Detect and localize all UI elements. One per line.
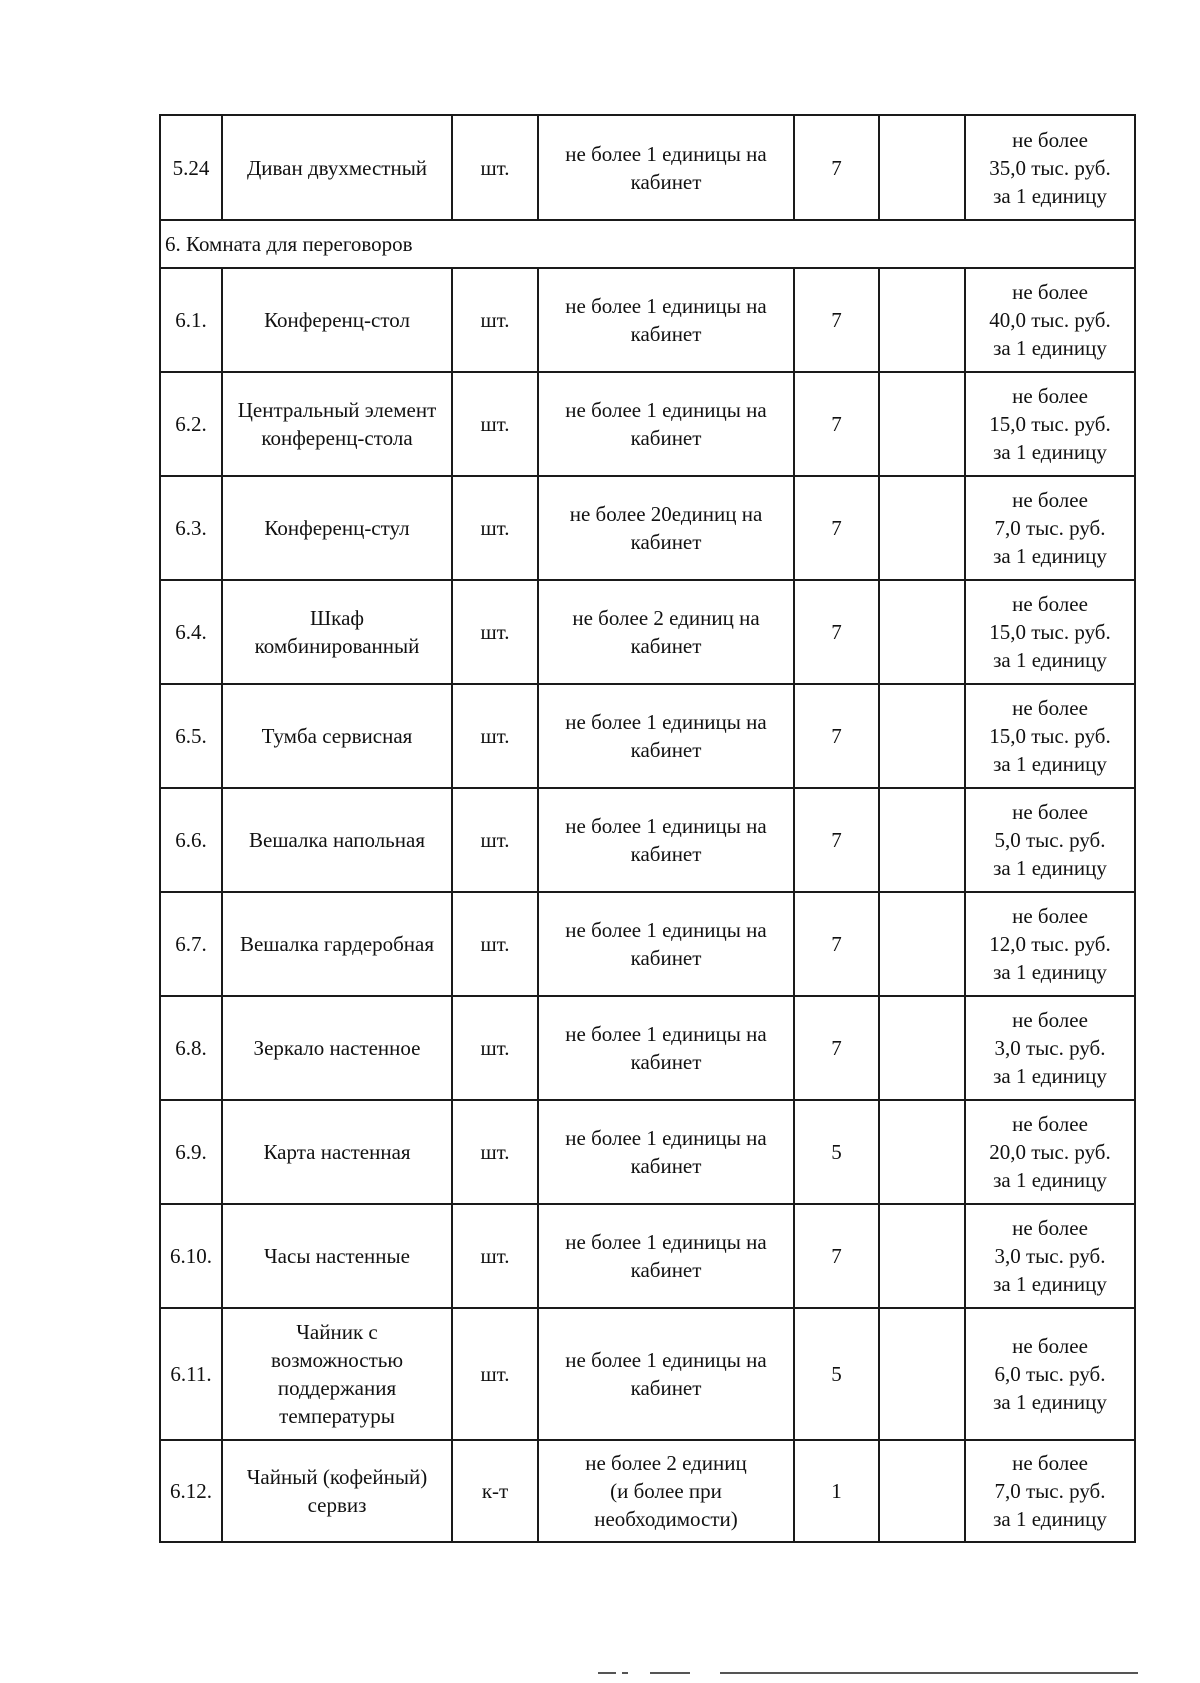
unit: к-т: [481, 1479, 509, 1503]
section-title: [160, 220, 1135, 268]
unit: шт.: [480, 1140, 510, 1164]
unit-cell: [452, 996, 538, 1100]
quantity-norm-cell: [538, 1204, 794, 1308]
item-name-cell: [222, 115, 452, 220]
service-life-cell: [794, 788, 879, 892]
service-life: 7: [831, 724, 842, 748]
price-limit-cell: [965, 1100, 1135, 1204]
quantity-norm-cell: [538, 372, 794, 476]
table-row: [160, 372, 1135, 476]
item-name: Часы настенные: [264, 1244, 410, 1268]
item-name: Вешалка напольная: [249, 828, 425, 852]
service-life: 5: [831, 1362, 842, 1386]
row-number: 6.7.: [175, 932, 207, 956]
unit: шт.: [480, 516, 510, 540]
price-limit: не более 3,0 тыс. руб. за 1 единицу: [993, 1008, 1107, 1088]
item-name: Тумба сервисная: [261, 724, 413, 748]
price-limit-cell: [965, 996, 1135, 1100]
quantity-norm-cell: [538, 996, 794, 1100]
row-number-cell: [160, 115, 222, 220]
unit: шт.: [480, 1244, 510, 1268]
row-number: 6.3.: [175, 516, 207, 540]
price-limit-cell: [965, 788, 1135, 892]
service-life-cell: [794, 115, 879, 220]
unit-cell: [452, 892, 538, 996]
unit-cell: [452, 684, 538, 788]
row-number-cell: [160, 892, 222, 996]
price-limit-cell: [965, 268, 1135, 372]
quantity-norm: не более 20единиц на кабинет: [569, 502, 763, 554]
empty-cell-cell: [879, 1204, 965, 1308]
item-name-cell: [222, 996, 452, 1100]
item-name-cell: [222, 372, 452, 476]
price-limit-cell: [965, 1440, 1135, 1542]
empty-cell-cell: [879, 115, 965, 220]
empty-cell-cell: [879, 372, 965, 476]
row-number-cell: [160, 580, 222, 684]
table-row: [160, 476, 1135, 580]
service-life: 7: [831, 155, 842, 180]
item-name: Центральный элемент конференц-стола: [237, 398, 437, 450]
service-life: 7: [831, 412, 842, 436]
price-limit-cell: [965, 1204, 1135, 1308]
row-number-cell: [160, 1308, 222, 1440]
section-title-text: 6. Комната для переговоров: [165, 232, 413, 256]
item-name: Конференц-стул: [264, 516, 410, 540]
table-row: [160, 1204, 1135, 1308]
quantity-norm: не более 1 единицы на кабинет: [565, 710, 767, 762]
item-name: Диван двухместный: [246, 155, 428, 180]
unit-cell: [452, 580, 538, 684]
empty-cell-cell: [879, 788, 965, 892]
table-row: [160, 1440, 1135, 1542]
quantity-norm: не более 1 единицы на кабинет: [565, 1230, 767, 1282]
service-life-cell: [794, 1100, 879, 1204]
service-life: 1: [831, 1479, 842, 1503]
table-row: [160, 268, 1135, 372]
price-limit: не более 15,0 тыс. руб. за 1 единицу: [989, 592, 1111, 672]
price-limit: не более 5,0 тыс. руб. за 1 единицу: [993, 800, 1107, 880]
unit: шт.: [480, 308, 510, 332]
row-number-cell: [160, 372, 222, 476]
item-name: Шкаф комбинированный: [254, 606, 420, 658]
item-name-cell: [222, 1100, 452, 1204]
price-limit: не более 15,0 тыс. руб. за 1 единицу: [989, 696, 1111, 776]
item-name-cell: [222, 1440, 452, 1542]
section-row: [160, 220, 1135, 268]
quantity-norm: не более 1 единицы на кабинет: [565, 814, 767, 866]
unit: шт.: [480, 828, 510, 852]
item-name-cell: [222, 684, 452, 788]
empty-cell-cell: [879, 1308, 965, 1440]
price-limit: не более 6,0 тыс. руб. за 1 единицу: [993, 1334, 1107, 1414]
unit-cell: [452, 1100, 538, 1204]
empty-cell-cell: [879, 1440, 965, 1542]
unit-cell: [452, 788, 538, 892]
price-limit-cell: [965, 580, 1135, 684]
table-row: [160, 684, 1135, 788]
unit: шт.: [480, 1036, 510, 1060]
table-row: [160, 892, 1135, 996]
quantity-norm-cell: [538, 1440, 794, 1542]
quantity-norm-cell: [538, 788, 794, 892]
item-name: Зеркало настенное: [253, 1036, 421, 1060]
quantity-norm-cell: [538, 268, 794, 372]
service-life-cell: [794, 684, 879, 788]
quantity-norm: не более 2 единиц на кабинет: [572, 606, 760, 658]
unit: шт.: [480, 724, 510, 748]
page-bottom-marks: [598, 1672, 1138, 1674]
table-row: [160, 1100, 1135, 1204]
quantity-norm: не более 1 единицы на кабинет: [565, 1022, 767, 1074]
item-name-cell: [222, 892, 452, 996]
unit-cell: [452, 1204, 538, 1308]
price-limit: не более 3,0 тыс. руб. за 1 единицу: [993, 1216, 1107, 1296]
row-number: 6.4.: [175, 620, 207, 644]
unit-cell: [452, 476, 538, 580]
service-life: 7: [831, 932, 842, 956]
row-number-cell: [160, 476, 222, 580]
row-number: 6.5.: [175, 724, 207, 748]
item-name-cell: [222, 268, 452, 372]
item-name-cell: [222, 580, 452, 684]
unit: шт.: [480, 620, 510, 644]
quantity-norm: не более 1 единицы на кабинет: [565, 1126, 767, 1178]
quantity-norm-cell: [538, 115, 794, 220]
row-number: 6.6.: [175, 828, 207, 852]
row-number: 6.12.: [170, 1479, 212, 1503]
row-number-cell: [160, 1440, 222, 1542]
service-life: 7: [831, 308, 842, 332]
service-life-cell: [794, 1204, 879, 1308]
quantity-norm: не более 1 единицы на кабинет: [565, 1348, 767, 1400]
unit: шт.: [480, 1362, 510, 1386]
row-number-cell: [160, 268, 222, 372]
empty-cell-cell: [879, 268, 965, 372]
item-name: Чайник с возможностью поддержания температуры: [270, 1320, 404, 1428]
price-limit-cell: [965, 684, 1135, 788]
unit-cell: [452, 1308, 538, 1440]
price-limit: не более 20,0 тыс. руб. за 1 единицу: [989, 1112, 1111, 1192]
service-life-cell: [794, 476, 879, 580]
service-life: 5: [831, 1140, 842, 1164]
row-number-cell: [160, 1100, 222, 1204]
table-row: [160, 115, 1135, 220]
row-number: 6.2.: [175, 412, 207, 436]
service-life: 7: [831, 620, 842, 644]
furniture-norms-table: [159, 114, 1136, 1543]
quantity-norm: не более 1 единицы на кабинет: [565, 398, 767, 450]
service-life-cell: [794, 996, 879, 1100]
price-limit: не более 12,0 тыс. руб. за 1 единицу: [989, 904, 1111, 984]
service-life: 7: [831, 516, 842, 540]
quantity-norm-cell: [538, 892, 794, 996]
unit: шт.: [480, 932, 510, 956]
row-number-cell: [160, 788, 222, 892]
table-row: [160, 788, 1135, 892]
service-life-cell: [794, 892, 879, 996]
unit-cell: [452, 1440, 538, 1542]
service-life-cell: [794, 268, 879, 372]
quantity-norm: не более 2 единиц (и более при необходимости): [585, 1451, 747, 1531]
empty-cell-cell: [879, 580, 965, 684]
row-number: 6.9.: [175, 1140, 207, 1164]
price-limit: не более 40,0 тыс. руб. за 1 единицу: [989, 280, 1111, 360]
price-limit-cell: [965, 892, 1135, 996]
quantity-norm: не более 1 единицы на кабинет: [565, 141, 767, 194]
empty-cell-cell: [879, 1100, 965, 1204]
table-row: [160, 580, 1135, 684]
item-name-cell: [222, 476, 452, 580]
unit-cell: [452, 115, 538, 220]
row-number: 5.24: [172, 155, 210, 180]
item-name: Чайный (кофейный) сервиз: [246, 1465, 428, 1517]
price-limit-cell: [965, 476, 1135, 580]
row-number: 6.1.: [175, 308, 207, 332]
empty-cell-cell: [879, 892, 965, 996]
price-limit-cell: [965, 115, 1135, 220]
price-limit-cell: [965, 372, 1135, 476]
row-number: 6.8.: [175, 1036, 207, 1060]
quantity-norm-cell: [538, 684, 794, 788]
item-name: Конференц-стол: [264, 308, 410, 332]
quantity-norm-cell: [538, 476, 794, 580]
service-life: 7: [831, 1036, 842, 1060]
item-name: Карта настенная: [263, 1140, 411, 1164]
unit-cell: [452, 268, 538, 372]
unit: шт.: [480, 412, 510, 436]
row-number: 6.10.: [170, 1244, 212, 1268]
unit: шт.: [480, 155, 510, 180]
price-limit: не более 7,0 тыс. руб. за 1 единицу: [993, 488, 1107, 568]
item-name-cell: [222, 788, 452, 892]
unit-cell: [452, 372, 538, 476]
item-name-cell: [222, 1308, 452, 1440]
row-number: 6.11.: [170, 1362, 212, 1386]
row-number-cell: [160, 684, 222, 788]
price-limit: не более 7,0 тыс. руб. за 1 единицу: [993, 1451, 1107, 1531]
quantity-norm-cell: [538, 1100, 794, 1204]
quantity-norm: не более 1 единицы на кабинет: [565, 918, 767, 970]
item-name-cell: [222, 1204, 452, 1308]
service-life: 7: [831, 828, 842, 852]
price-limit: не более 35,0 тыс. руб. за 1 единицу: [989, 127, 1111, 208]
table-row: [160, 1308, 1135, 1440]
quantity-norm: не более 1 единицы на кабинет: [565, 294, 767, 346]
service-life-cell: [794, 372, 879, 476]
empty-cell-cell: [879, 684, 965, 788]
price-limit-cell: [965, 1308, 1135, 1440]
service-life: 7: [831, 1244, 842, 1268]
price-limit: не более 15,0 тыс. руб. за 1 единицу: [989, 384, 1111, 464]
empty-cell-cell: [879, 476, 965, 580]
quantity-norm-cell: [538, 1308, 794, 1440]
row-number-cell: [160, 996, 222, 1100]
row-number-cell: [160, 1204, 222, 1308]
empty-cell-cell: [879, 996, 965, 1100]
service-life-cell: [794, 1440, 879, 1542]
service-life-cell: [794, 580, 879, 684]
quantity-norm-cell: [538, 580, 794, 684]
service-life-cell: [794, 1308, 879, 1440]
item-name: Вешалка гардеробная: [239, 932, 434, 956]
table-row: [160, 996, 1135, 1100]
